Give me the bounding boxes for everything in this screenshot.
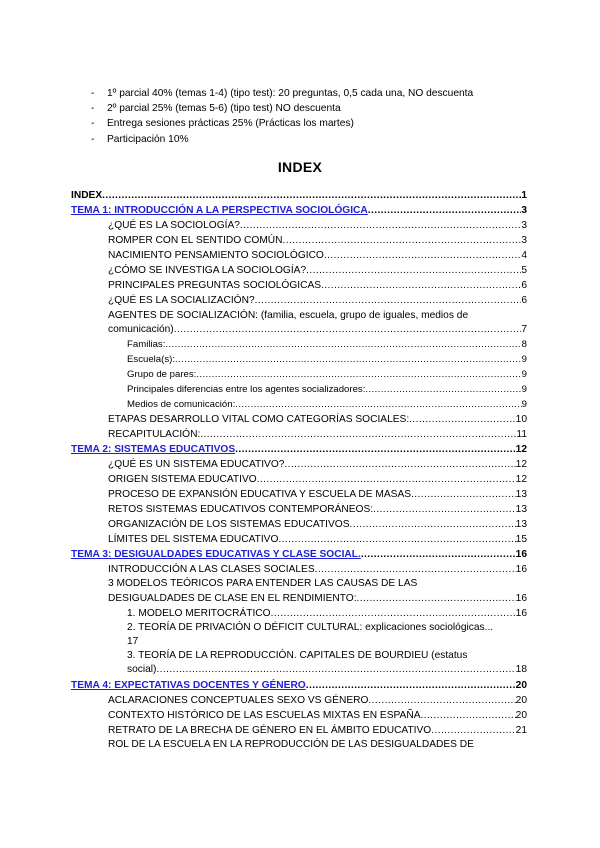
toc-label: TEMA 4: EXPECTATIVAS DOCENTES Y GÉNERO [71,679,306,691]
toc-page: 16 [515,607,527,619]
toc-label: Medios de comunicación: [127,399,236,411]
toc-page: 9 [521,399,527,411]
toc-page: 16 [515,549,527,561]
toc-entry[interactable] [108,248,527,263]
toc-page: 12 [515,459,527,471]
toc-page: 18 [515,664,527,676]
toc-page: 20 [515,694,527,706]
table-of-contents [71,188,527,752]
toc-leader [361,547,516,562]
toc-leader [357,592,516,606]
toc-leader [306,678,516,693]
toc-label: TEMA 1: INTRODUCCIÓN A LA PERSPECTIVA SOCIOLÓGICA [71,205,368,216]
toc-leader [235,442,516,457]
toc-leader [411,487,516,502]
toc-leader [257,472,516,487]
toc-label: Familias: [127,339,166,351]
toc-entry-tema-2[interactable] [71,442,527,457]
toc-label: PRINCIPALES PREGUNTAS SOCIOLÓGICAS [108,280,322,291]
toc-leader [175,352,522,367]
toc-label-line: social) [127,664,157,676]
toc-leader [165,337,521,352]
toc-label: ETAPAS DESARROLLO VITAL COMO CATEGORÍAS SOCIALES: [108,414,410,426]
toc-page: 6 [521,280,527,291]
toc-label: PROCESO DE EXPANSIÓN EDUCATIVA Y ESCUELA DE MASAS [108,489,412,501]
toc-label: ¿QUÉ ES LA SOCIALIZACIÓN? [108,295,255,306]
toc-leader [200,427,516,442]
toc-page: 11 [516,429,527,441]
toc-entry-deficit[interactable] [127,621,527,649]
bullet-list [91,86,561,147]
toc-label-line: DESIGUALDADES DE CLASE EN EL RENDIMIENTO: [108,592,357,604]
toc-entry-tema-1[interactable] [71,203,527,218]
toc-label-line: 3. TEORÍA DE LA REPRODUCCIÓN. CAPITALES DE BOURDIEU (estatus [127,650,468,662]
toc-leader [365,382,521,397]
bullet-dash: - [91,118,95,130]
toc-leader [368,693,515,708]
toc-leader [174,323,522,337]
toc-entry[interactable] [108,472,527,487]
toc-label: ¿QUÉ ES LA SOCIOLOGÍA? [108,220,240,231]
toc-entry[interactable] [108,723,527,738]
toc-page: 4 [521,250,527,261]
toc-entry-tema-4[interactable] [71,678,527,693]
toc-label-line: AGENTES DE SOCIALIZACIÓN: (familia, escuela, grupo de iguales, medios de [108,310,469,321]
toc-page: 3 [521,235,527,246]
bullet-item [91,101,561,116]
toc-label: CONTEXTO HISTÓRICO DE LAS ESCUELAS MIXTAS EN ESPAÑA [108,709,421,721]
toc-entry[interactable] [108,412,527,427]
toc-page: 9 [521,384,527,396]
toc-leader [240,218,521,233]
toc-label: RETRATO DE LA BRECHA DE GÉNERO EN EL ÁMBITO EDUCATIVO [108,724,432,736]
toc-label-line: comunicación) [108,324,174,336]
toc-label: ¿QUÉ ES UN SISTEMA EDUCATIVO? [108,459,285,471]
toc-entry[interactable] [108,278,527,293]
toc-entry[interactable] [108,532,527,547]
toc-leader [324,248,521,263]
toc-leader [283,233,522,248]
toc-page: 8 [521,339,527,351]
toc-leader [306,263,521,278]
toc-page: 16 [515,592,527,604]
bullet-dash: - [91,103,95,115]
toc-label: ROMPER CON EL SENTIDO COMÚN [108,235,283,246]
toc-page: 12 [515,444,527,456]
toc-entry[interactable] [108,427,527,442]
toc-label: Grupo de pares: [127,369,197,381]
bullet-text: Entrega sesiones prácticas 25% (Prácticas los martes) [107,118,354,130]
toc-leader [235,397,521,412]
toc-label: TEMA 3: DESIGUALDADES EDUCATIVAS Y CLASE SOCIAL. [71,549,361,561]
toc-entry[interactable] [127,367,527,382]
bullet-dash: - [91,88,95,99]
toc-leader [156,663,515,677]
toc-label-line: ROL DE LA ESCUELA EN LA REPRODUCCIÓN DE LAS DESIGUALDADES DE [108,738,474,750]
toc-page: 13 [515,504,527,516]
toc-leader [368,203,522,218]
toc-leader [420,708,515,723]
index-heading: INDEX [277,159,323,175]
toc-page: 6 [521,295,527,306]
toc-label: ACLARACIONES CONCEPTUALES SEXO VS GÉNERO [108,694,369,706]
toc-leader [431,723,515,738]
toc-entry[interactable] [127,352,527,367]
toc-leader [102,188,521,203]
bullet-text: 1º parcial 40% (temas 1-4) (tipo test): 20 preguntas, 0,5 cada una, NO descuenta [107,88,474,99]
toc-label: 1. MODELO MERITOCRÁTICO [127,607,271,619]
toc-entry-agentes[interactable] [108,309,527,337]
toc-entry-modelos[interactable] [108,577,527,605]
toc-page: 16 [515,564,527,576]
toc-label: RECAPITULACIÓN: [108,429,201,441]
toc-entry[interactable] [108,517,527,532]
toc-entry[interactable] [108,218,527,233]
toc-leader [196,367,521,382]
toc-entry-index[interactable] [71,188,527,203]
toc-label-line: 3 MODELOS TEÓRICOS PARA ENTENDER LAS CAUSAS DE LAS [108,578,418,590]
toc-leader [271,606,516,621]
toc-page: 3 [521,205,527,216]
toc-entry[interactable] [127,337,527,352]
bullet-text: 2º parcial 25% (temas 5-6) (tipo test) NO descuenta [107,103,341,115]
toc-page: 10 [515,414,527,426]
toc-page: 20 [515,709,527,721]
bullet-dash: - [91,133,95,145]
toc-leader [315,562,516,577]
toc-entry[interactable] [108,233,527,248]
toc-label: ORIGEN SISTEMA EDUCATIVO [108,474,257,486]
bullet-item [91,116,561,131]
toc-page: 1 [521,190,527,201]
toc-entry[interactable] [108,263,527,278]
toc-entry[interactable] [108,562,527,577]
toc-entry[interactable] [108,708,527,723]
toc-leader [321,278,521,293]
toc-entry[interactable] [127,382,527,397]
toc-label: ORGANIZACIÓN DE LOS SISTEMAS EDUCATIVOS [108,519,350,531]
toc-page: 13 [515,489,527,501]
toc-page: 9 [521,354,527,366]
toc-page: 21 [515,724,527,736]
toc-entry[interactable] [108,457,527,472]
toc-leader [409,412,515,427]
toc-entry[interactable] [108,487,527,502]
toc-page: 12 [515,474,527,486]
toc-label: LÍMITES DEL SISTEMA EDUCATIVO [108,534,279,546]
toc-entry[interactable] [108,693,527,708]
toc-label: ¿CÓMO SE INVESTIGA LA SOCIOLOGÍA? [108,265,307,276]
toc-label: NACIMIENTO PENSAMIENTO SOCIOLÓGICO [108,250,324,261]
toc-page: 5 [521,265,527,276]
toc-page: 7 [521,324,527,336]
toc-entry-rol-escuela[interactable] [108,738,527,752]
toc-leader [278,532,515,547]
toc-page: 3 [521,220,527,231]
toc-label-line: 2. TEORÍA DE PRIVACIÓN O DÉFICIT CULTURAL: explicaciones sociológicas... [127,621,494,633]
toc-leader [350,517,516,532]
toc-label: RETOS SISTEMAS EDUCATIVOS CONTEMPORÁNEOS: [108,504,374,516]
toc-page: 20 [515,679,527,691]
toc-leader [255,293,522,308]
bullet-item [91,132,561,147]
toc-page: 17 [127,636,139,648]
toc-label: INTRODUCCIÓN A LAS CLASES SOCIALES [108,564,315,576]
toc-label: Principales diferencias entre los agentes socializadores: [127,384,366,396]
toc-page: 13 [515,519,527,531]
toc-leader [373,502,516,517]
toc-entry[interactable] [127,397,527,412]
toc-leader [284,457,515,472]
toc-entry[interactable] [127,606,527,621]
toc-entry[interactable] [108,502,527,517]
toc-entry-tema-3[interactable] [71,547,527,562]
toc-page: 15 [515,534,527,546]
toc-entry-reproduccion[interactable] [127,649,527,677]
toc-entry[interactable] [108,293,527,308]
toc-label: Escuela(s): [127,354,175,366]
toc-label: INDEX [71,190,103,201]
bullet-text: Participación 10% [107,133,189,145]
bullet-item [91,86,561,101]
toc-label: TEMA 2: SISTEMAS EDUCATIVOS [71,444,236,456]
toc-page: 9 [521,369,527,381]
